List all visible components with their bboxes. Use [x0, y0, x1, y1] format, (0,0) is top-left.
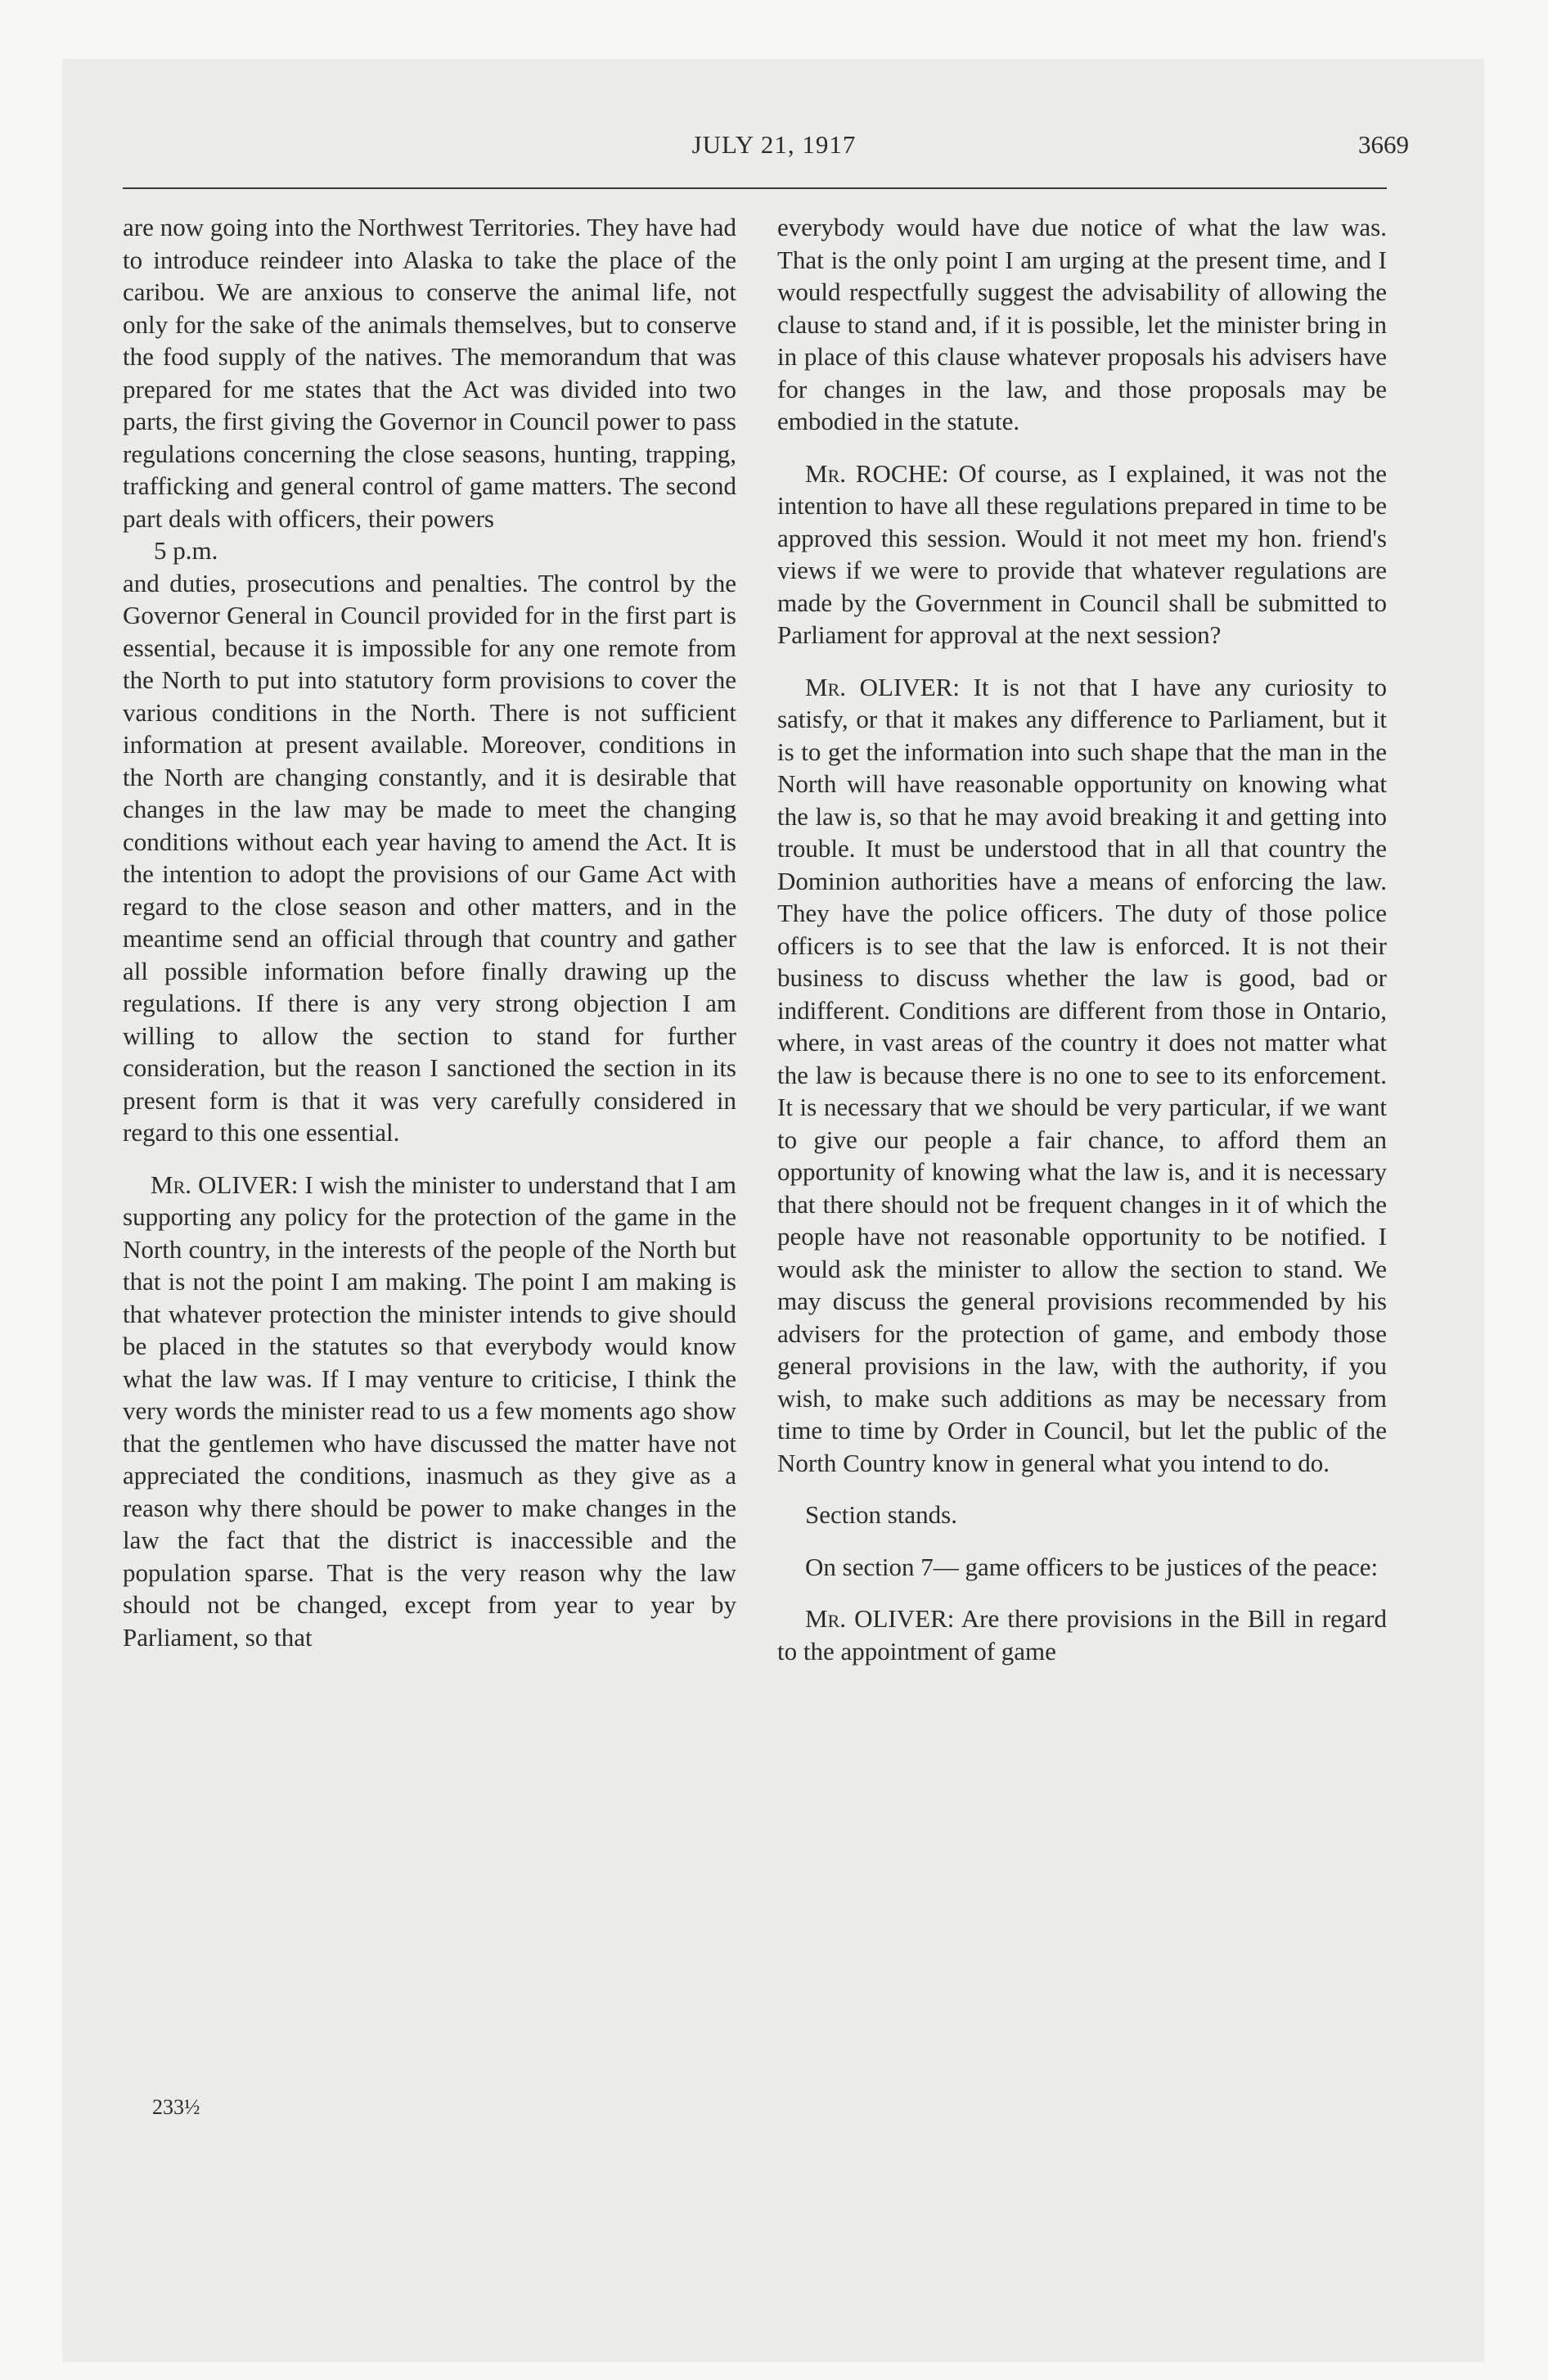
paragraph-text: and duties, prosecutions and penalties. The control by the Governor General in Council provided for in the first part is essential, because it is impossible for any one remote from the North to put into statutory form provisions to cover the various conditions in the North. There is not sufficient information at present available. Moreover, conditions in the North are changing constantly, and it is desirable that changes in the law may be made to meet the changing conditions without each year having to amend the Act. It is the intention to adopt the provisions of our Game Act with regard to the close season and other matters, and in the meantime send an official through that country and gather all possible information before finally drawing up the regulations. If there is any very strong objection I am willing to allow the section to stand for further consideration, but the reason I sanctioned the section in its present form is that it was very carefully considered in regard to this one essential.	[123, 568, 736, 1147]
speech-paragraph	[777, 1602, 1387, 1667]
speech-text: I wish the minister to understand that I am supporting any policy for the protection of the game in the North country, in the interests of the people of the North but that is not the point I am making. The point I am making is that whatever protection the minister intends to give should be placed in the statutes so that everybody would know what the law was. If I may venture to criticise, I think the very words the minister read to us a few moments ago show that the gentlemen who have discussed the matter have not appreciated the conditions, inasmuch as they give as a reason why there should be power to make changes in the law the fact that the district is inaccessible and the population sparse. That is the very reason why the law should not be changed, except from year to year by Parliament, so that	[123, 1170, 737, 1652]
paragraph-text: are now going into the Northwest Territories. They have had to introduce reindeer into Alaska to take the place of the caribou. We are anxious to conserve the animal life, not only for the sake of the animals themselves, but to conserve the food supply of the natives. The memorandum that was prepared for me states that the Act was divided into two parts, the first giving the Governor in Council power to pass regulations concerning the close seasons, hunting, trapping, trafficking and general control of game matters. The second part deals with officers, their powers	[123, 213, 736, 533]
speech-paragraph	[777, 458, 1387, 651]
page-number: 3669	[1358, 130, 1409, 159]
running-head	[0, 124, 1548, 165]
speech-text: Are there provisions in the Bill in regard to the appointment of game	[777, 1604, 1388, 1666]
speaker-name: Mr. ROCHE:	[805, 458, 949, 488]
header-rule	[123, 187, 1387, 189]
speech-text: It is not that I have any curiosity to satisfy, or that it makes any difference to Parliament, but it is to get the information into such shape that the man in the North will have reasonable opportunity on knowing what the law is, so that he may avoid breaking it and getting into trouble. It must be understood that in all that country the Dominion authorities have a means of enforcing the law. They have the police officers. The duty of those police officers is to see that the law is enforced. It is not their business to discuss whether the law is good, bad or indifferent. Conditions are different from those in Ontario, where, in vast areas of the country it does not matter what the law is because there is no one to see to its enforcement. It is necessary that we should be very particular, if we want to give our people a fair chance, to afford them an opportunity of knowing what the law is, and it is necessary that there should not be frequent changes in it of which the people have not reasonable opportunity to be notified. I would ask the minister to allow the section to stand. We may discuss the general provisions recommended by his advisers for the protection of game, and embody those general provisions in the law, with the authority, if you wish, to make such additions as may be necessary from time to time by Order in Council, but let the public of the North Country know in general what you intend to do.	[777, 672, 1387, 1477]
speaker-name: Mr. OLIVER:	[805, 1604, 955, 1633]
speech-paragraph	[123, 1169, 736, 1654]
speech-text: Of course, as I explained, it was not the intention to have all these regulations prepared in time to be approved this session. Would it not meet my hon. friend's views if we were to provide that whatever regulations are made by the Government in Council shall be submitted to Parliament for approval at the next session?	[777, 458, 1388, 649]
time-stamp-row	[123, 534, 736, 567]
left-column	[123, 211, 736, 1673]
paragraph	[123, 211, 736, 534]
procedural-note: Section stands.	[805, 1500, 957, 1529]
paragraph-text: everybody would have due notice of what the law was. That is the only point I am urging at the present time, and I would respectfully suggest the advisability of allowing the clause to stand and, if it is possible, let the minister bring in in place of this clause whatever proposals his advisers have for changes in the law, and those proposals may be embodied in the statute.	[777, 213, 1387, 435]
speech-paragraph	[777, 671, 1387, 1480]
paragraph	[123, 567, 736, 1149]
procedural-note: On section 7— game officers to be justices of the peace:	[805, 1552, 1379, 1581]
time-stamp: 5 p.m.	[154, 536, 218, 565]
speaker-name: Mr. OLIVER:	[151, 1170, 299, 1199]
header-date: JULY 21, 1917	[691, 130, 857, 159]
right-column	[777, 211, 1387, 1687]
speaker-name: Mr. OLIVER:	[805, 672, 960, 701]
paragraph	[777, 211, 1387, 438]
folio-mark: 233½	[152, 2095, 200, 2119]
